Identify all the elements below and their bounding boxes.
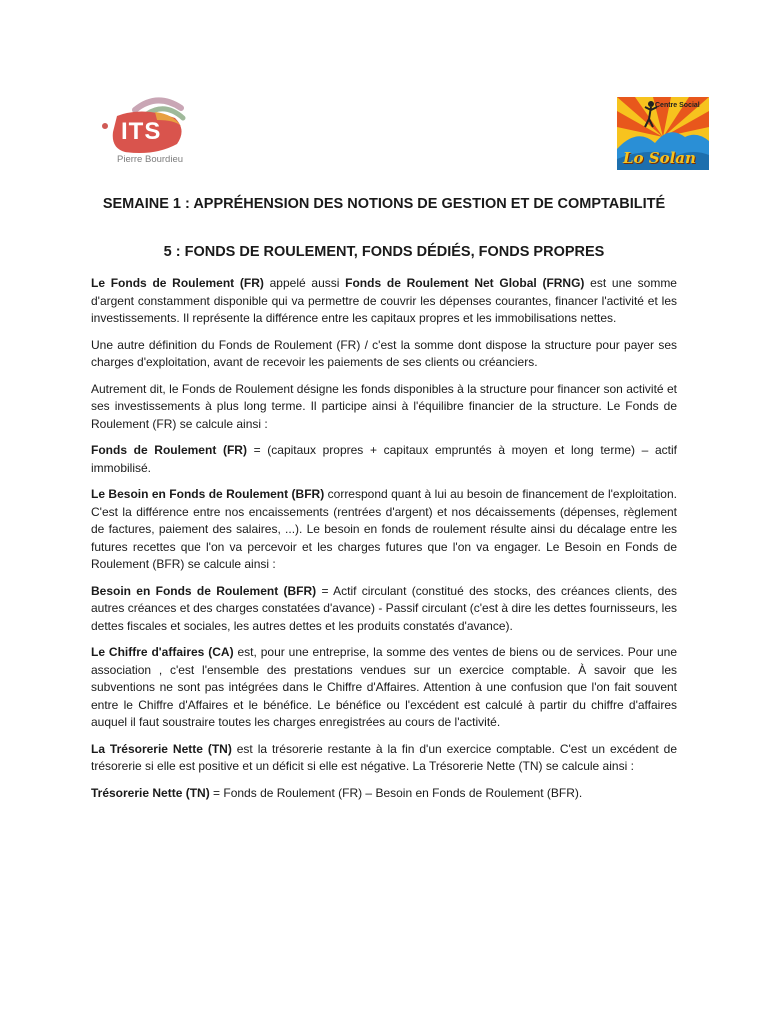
lo-solan-name: Lo Solan — [623, 149, 696, 167]
term-fr: Le Fonds de Roulement (FR) — [91, 276, 264, 290]
text-span: appelé aussi — [263, 276, 346, 290]
term-fr-formula: Fonds de Roulement (FR) — [91, 443, 247, 457]
its-logo — [95, 92, 195, 170]
text-span: = (capitaux propres + capitaux empruntés à moyen et long terme) – actif immobilisé. — [91, 443, 677, 475]
lo-solan-logo — [617, 97, 709, 170]
formula-fr — [91, 442, 677, 477]
term-tn: La Trésorerie Nette (TN) — [91, 741, 232, 756]
page-heading: SEMAINE 1 : APPRÉHENSION DES NOTIONS DE GESTION ET DE COMPTABILITÉ — [102, 196, 666, 212]
term-frng: Fonds de Roulement Net Global (FRNG) — [345, 276, 585, 290]
its-logo-subtitle: Pierre Bourdieu — [117, 154, 184, 165]
text-span: est une somme d'argent constamment disponible qui va permettre de couvrir les dépenses courantes, financer l'activité et les investissements. Il représente la différence entre les capitaux propres et les immobilisations nettes. — [91, 276, 677, 325]
section-heading: 5 : FONDS DE ROULEMENT, FONDS DÉDIÉS, FONDS PROPRES — [163, 244, 605, 260]
lo-solan-subtitle: Centre Social — [655, 102, 700, 109]
text-span: est la trésorerie restante à la fin d'un exercice comptable. C'est un excédent de trésorerie si elle est positive et un déficit si elle est négative. La Trésorerie Nette (TN) se calcule ainsi : — [91, 741, 677, 773]
paragraph-fonds-de-roulement — [91, 275, 677, 328]
paragraph-tresorerie-nette — [91, 741, 677, 776]
its-logo-text: ITS — [121, 118, 162, 145]
paragraph-bfr — [91, 486, 677, 574]
document-body — [91, 275, 677, 811]
paragraph-autrement-dit: Autrement dit, le Fonds de Roulement désigne les fonds disponibles à la structure pour financer son activité et ses investissements à plus long terme. Il participe ainsi à l'équilibre financier de la structure. Le Fonds de Roulement (FR) se calcule ainsi : — [91, 381, 677, 431]
term-bfr: Le Besoin en Fonds de Roulement (BFR) — [91, 487, 325, 501]
text-span: = Fonds de Roulement (FR) – Besoin en Fonds de Roulement (BFR). — [209, 785, 583, 800]
term-ca: Le Chiffre d'affaires (CA) — [91, 645, 234, 659]
text-span: est, pour une entreprise, la somme des ventes de biens ou de services. Pour une association , c'est l'ensemble des prestations vendues sur un exercice comptable. À savoir que les subventions ne sont pas intégrées dans le Chiffre d'Affaires. Attention à une confusion que l'on fait souvent entre le Chiffre d'Affaires et le bénéfice. Le bénéfice ou l'excédent est calculé à partir du chiffre d'affaires auquel il faut soustraire toutes les charges enregistrées au cours de l'activité. — [91, 645, 677, 729]
formula-bfr — [91, 583, 677, 636]
formula-tn — [91, 785, 677, 803]
text-span: = Actif circulant (constitué des stocks, des créances clients, des autres créances et des charges constatées d'avance) - Passif circulant (c'est à dire les dettes fournisseurs, les dettes fiscales et sociales, les autres dettes et les produits constatés d'avance). — [91, 583, 677, 633]
text-span: correspond quant à lui au besoin de financement de l'exploitation. C'est la différence entre nos encaissements (rentrées d'argent) et nos décaissements (dépenses, règlement de factures, paiement des salaires, ...). Le besoin en fonds de roulement résulte ainsi du décalage entre les futures recettes que l'on va percevoir et les charges futures que l'on va engager. Le Besoin en Fonds de Roulement (BFR) se calcule ainsi : — [91, 487, 677, 571]
term-tn-formula: Trésorerie Nette (TN) — [91, 785, 210, 800]
paragraph-autre-definition: Une autre définition du Fonds de Roulement (FR) / c'est la somme dont dispose la structure pour payer ses charges d'exploitation, avant de recevoir les paiements de ses clients ou créanciers. — [91, 337, 677, 369]
term-bfr-formula: Besoin en Fonds de Roulement (BFR) — [91, 583, 317, 598]
paragraph-chiffre-affaires — [91, 644, 677, 732]
